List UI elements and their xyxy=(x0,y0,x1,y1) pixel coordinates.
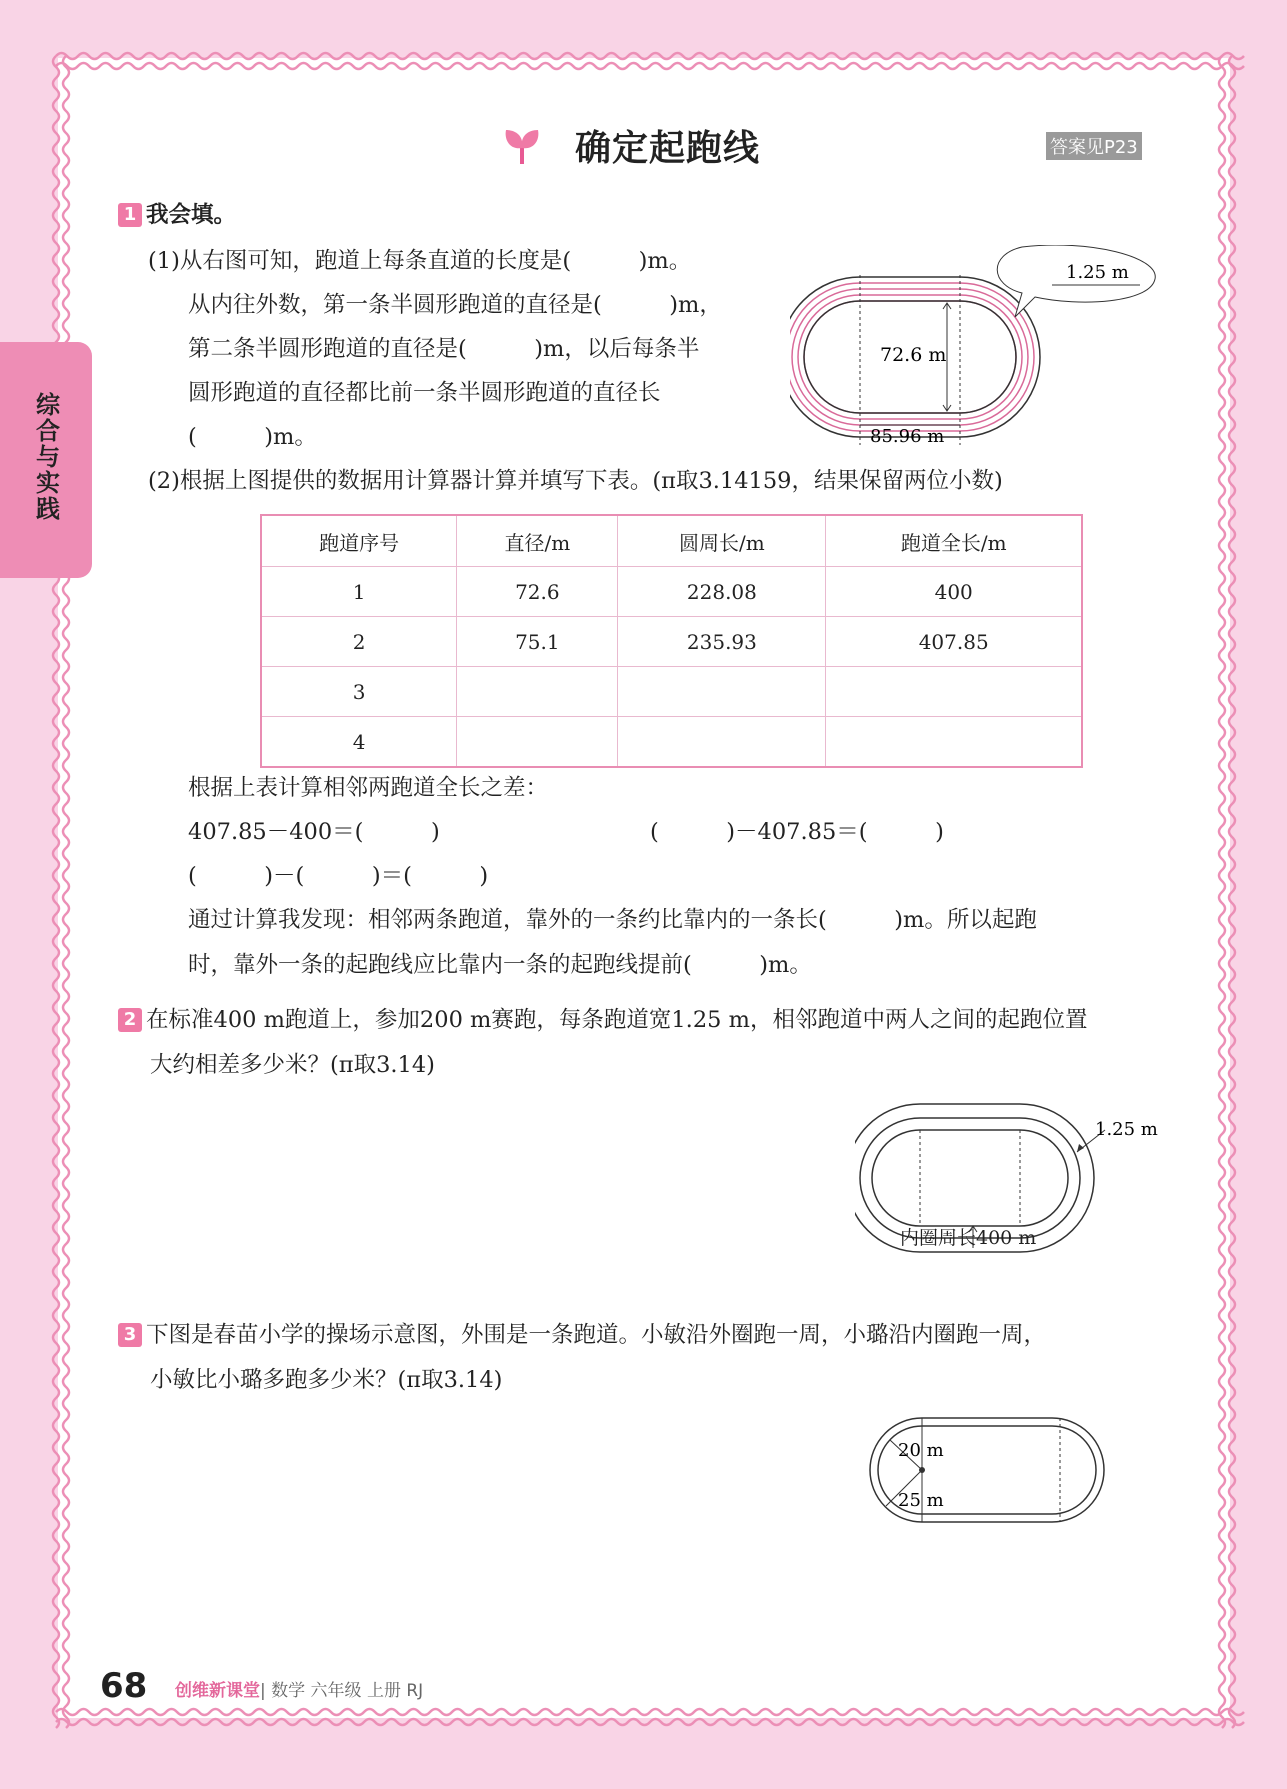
question-2-line xyxy=(118,1005,1087,1035)
q1-part1-line: 圆形跑道的直径都比前一条半圆形跑道的直径长 xyxy=(188,380,661,406)
table-header-row xyxy=(261,515,1082,567)
question-2-text-cont: 大约相差多少米？(π取3.14) xyxy=(150,1052,435,1078)
lane-data-table xyxy=(260,514,1083,768)
answer-cell[interactable] xyxy=(457,667,618,717)
question-1-label: 我会填。 xyxy=(146,202,237,228)
table-cell: 3 xyxy=(261,667,457,717)
q1-part2-line: (2)根据上图提供的数据用计算器计算并填写下表。(π取3.14159，结果保留两位小数) xyxy=(148,468,1003,494)
answer-cell[interactable] xyxy=(618,717,826,768)
table-cell: 2 xyxy=(261,617,457,667)
footer-brand: 创维新课堂 xyxy=(175,1681,260,1701)
table-cell: 72.6 xyxy=(457,567,618,617)
sprout-icon xyxy=(500,124,544,168)
table-cell: 400 xyxy=(826,567,1082,617)
answer-cell[interactable] xyxy=(826,717,1082,768)
track-figure-3 xyxy=(862,1410,1112,1530)
table-header: 圆周长/m xyxy=(618,515,826,567)
page-number: 68 xyxy=(100,1666,148,1706)
figure-2-inner-label: 内圈周长400 m xyxy=(900,1227,1037,1249)
diff-label: 根据上表计算相邻两跑道全长之差： xyxy=(188,775,549,801)
answer-cell[interactable] xyxy=(618,667,826,717)
table-header: 跑道序号 xyxy=(261,515,457,567)
question-3-number: 3 xyxy=(118,1323,142,1347)
table-header: 跑道全长/m xyxy=(826,515,1082,567)
question-2-text: 在标准400 m跑道上，参加200 m赛跑，每条跑道宽1.25 m，相邻跑道中两人之间的起跑位置 xyxy=(146,1007,1088,1033)
q1-part1-line: 从内往外数，第一条半圆形跑道的直径是( )m， xyxy=(188,292,722,318)
footer-info xyxy=(175,1676,423,1701)
conclusion-line: 通过计算我发现：相邻两条跑道，靠外的一条约比靠内的一条长( )m。所以起跑 xyxy=(188,907,1037,933)
table-row xyxy=(261,717,1082,768)
track-figure-1 xyxy=(790,245,1160,450)
question-3-text: 下图是春苗小学的操场示意图，外围是一条跑道。小敏沿外圈跑一周，小璐沿内圈跑一周， xyxy=(146,1322,1047,1348)
question-3-line xyxy=(118,1320,1046,1350)
q1-part1-line: ( )m。 xyxy=(188,424,317,450)
table-cell: 75.1 xyxy=(457,617,618,667)
figure-3-inner-radius-label: 20 m xyxy=(898,1440,944,1461)
table-cell: 4 xyxy=(261,717,457,768)
equation-2: ( )－407.85＝( ) xyxy=(650,819,944,845)
equation-1: 407.85－400＝( ) xyxy=(188,819,440,845)
table-cell: 235.93 xyxy=(618,617,826,667)
side-tab-label: 综合与实践 xyxy=(31,392,60,522)
figure-2-lane-width-label: 1.25 m xyxy=(1095,1119,1158,1140)
footer-meta: | 数学 六年级 上册 RJ xyxy=(260,1681,424,1701)
answer-reference: 答案见P23 xyxy=(1046,132,1142,160)
table-header: 直径/m xyxy=(457,515,618,567)
answer-cell[interactable] xyxy=(826,667,1082,717)
figure-1-straight-label: 85.96 m xyxy=(870,426,945,447)
question-1-heading xyxy=(118,200,236,230)
table-row xyxy=(261,617,1082,667)
q1-part1-line: (1)从右图可知，跑道上每条直道的长度是( )m。 xyxy=(148,248,692,274)
q1-part1-line: 第二条半圆形跑道的直径是( )m，以后每条半 xyxy=(188,336,700,362)
figure-1-diameter-label: 72.6 m xyxy=(880,344,947,366)
conclusion-line: 时，靠外一条的起跑线应比靠内一条的起跑线提前( )m。 xyxy=(188,952,812,978)
table-cell: 407.85 xyxy=(826,617,1082,667)
equation-3: ( )－( )＝( ) xyxy=(188,863,489,889)
table-cell: 1 xyxy=(261,567,457,617)
table-cell: 228.08 xyxy=(618,567,826,617)
answer-cell[interactable] xyxy=(457,717,618,768)
page-title: 确定起跑线 xyxy=(575,128,761,169)
question-1-number: 1 xyxy=(118,203,142,227)
figure-3-outer-radius-label: 25 m xyxy=(898,1490,944,1511)
question-2-number: 2 xyxy=(118,1008,142,1032)
table-row xyxy=(261,567,1082,617)
table-row xyxy=(261,667,1082,717)
question-3-text-cont: 小敏比小璐多跑多少米？(π取3.14) xyxy=(150,1367,503,1393)
section-side-tab xyxy=(0,342,92,578)
figure-1-lane-width-label: 1.25 m xyxy=(1066,262,1129,283)
